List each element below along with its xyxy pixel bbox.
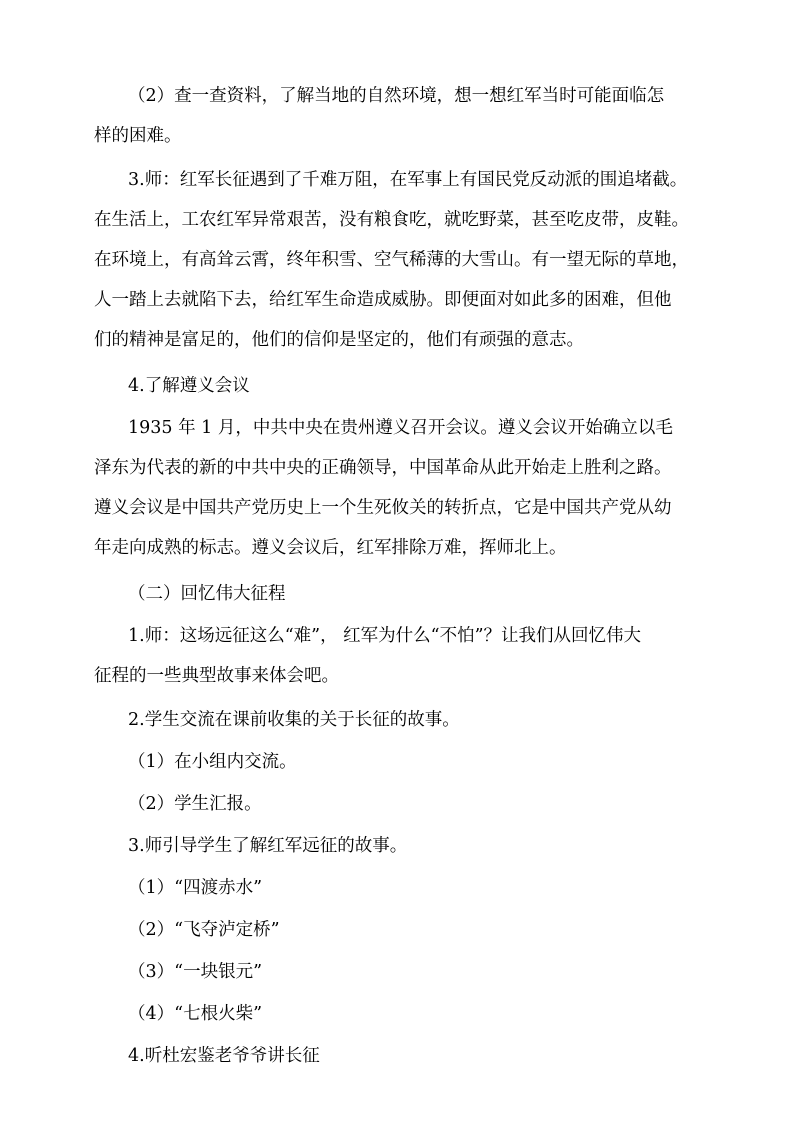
section-heading-review-journey — [94, 574, 714, 614]
paragraph-teacher-hardships — [94, 160, 714, 360]
text-line: 在生活上，工农红军异常艰苦，没有粮食吃，就吃野菜，甚至吃皮带，皮鞋。 — [94, 210, 689, 230]
text-line: 2.学生交流在课前收集的关于长征的故事。 — [128, 710, 460, 730]
list-item-story-2 — [94, 910, 714, 950]
text-line: （二）回忆伟大征程 — [128, 584, 286, 604]
text-line: 年走向成熟的标志。遵义会议后，红军排除万难，挥师北上。 — [94, 538, 567, 558]
text-line: （3）“一块银元” — [128, 962, 263, 982]
list-item-story-3 — [94, 952, 714, 992]
paragraph-research-question — [94, 76, 714, 156]
paragraph-teacher-guide — [94, 826, 714, 866]
text-line: （2）“飞夺泸定桥” — [128, 920, 280, 940]
paragraph-zunyi-meeting — [94, 408, 714, 568]
text-line: 3.师引导学生了解红军远征的故事。 — [128, 836, 408, 856]
text-line: （1）在小组内交流。 — [128, 752, 297, 772]
paragraph-teacher-question — [94, 616, 714, 696]
text-line: （2）学生汇报。 — [128, 794, 262, 814]
text-line: 3.师：红军长征遇到了千难万阻，在军事上有国民党反动派的围追堵截。 — [128, 170, 688, 190]
text-line: 征程的一些典型故事来体会吧。 — [94, 666, 339, 686]
text-line: （2）查一查资料，了解当地的自然环境，想一想红军当时可能面临怎 — [128, 86, 665, 106]
text-line: 遵义会议是中国共产党历史上一个生死攸关的转折点，它是中国共产党从幼 — [94, 498, 672, 518]
list-item-student-report — [94, 784, 714, 824]
text-line: 1935 年 1 月，中共中央在贵州遵义召开会议。遵义会议开始确立以毛 — [128, 418, 673, 438]
paragraph-listen-story — [94, 1036, 714, 1076]
text-line: 人一踏上去就陷下去，给红军生命造成威胁。即便面对如此多的困难，但他 — [94, 290, 672, 310]
text-line: 4.了解遵义会议 — [128, 376, 250, 396]
paragraph-student-exchange — [94, 700, 714, 740]
text-line: 1.师：这场远征这么“难”， 红军为什么“不怕”？让我们从回忆伟大 — [128, 626, 642, 646]
text-line: 在环境上，有高耸云霄，终年积雪、空气稀薄的大雪山。有一望无际的草地， — [94, 250, 689, 270]
text-line: （4）“七根火柴” — [128, 1004, 263, 1024]
list-item-story-4 — [94, 994, 714, 1034]
text-line: 泽东为代表的新的中共中央的正确领导，中国革命从此开始走上胜利之路。 — [94, 458, 672, 478]
text-line: 4.听杜宏鉴老爷爷讲长征 — [128, 1046, 320, 1066]
text-line: （1）“四渡赤水” — [128, 878, 263, 898]
list-item-story-1 — [94, 868, 714, 908]
heading-zunyi-meeting — [94, 366, 714, 406]
list-item-group-exchange — [94, 742, 714, 782]
text-line: 们的精神是富足的，他们的信仰是坚定的，他们有顽强的意志。 — [94, 330, 584, 350]
text-line: 样的困难。 — [94, 126, 182, 146]
